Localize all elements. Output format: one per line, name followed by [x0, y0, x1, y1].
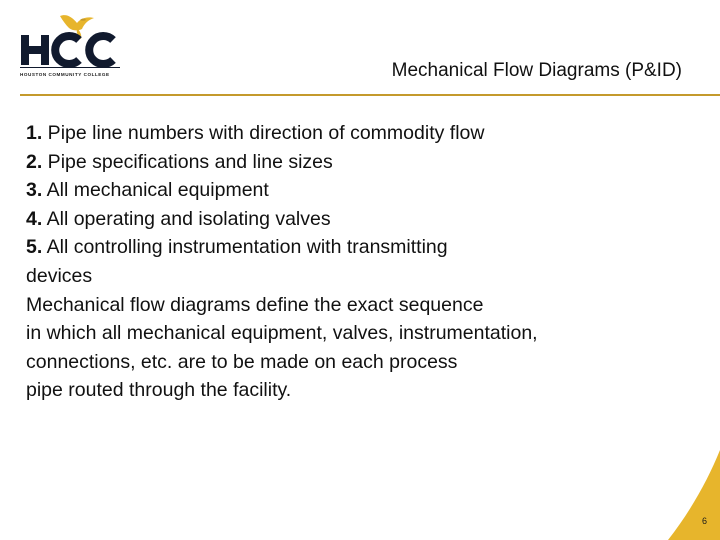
page-number: 6: [701, 516, 707, 526]
corner-accent: [668, 450, 720, 540]
list-item: [26, 233, 686, 262]
hcc-logo: [20, 8, 126, 82]
logo-letter-c-1: [55, 36, 79, 64]
hcc-logo-mark: [20, 8, 126, 72]
logo-letter-h: [21, 35, 49, 65]
list-text: All mechanical equipment: [42, 179, 269, 202]
list-text: All controlling instrumentation with transmitting: [42, 236, 448, 259]
logo-caption: HOUSTON COMMUNITY COLLEGE: [20, 72, 110, 77]
list-item: [26, 176, 686, 205]
paragraph-line: connections, etc. are to be made on each process: [26, 350, 458, 373]
slide-body: [26, 119, 686, 405]
list-item-continuation: devices: [26, 264, 93, 287]
list-number: 2.: [26, 150, 43, 173]
list-item: [26, 205, 686, 234]
list-text: All operating and isolating valves: [42, 207, 331, 230]
paragraph-line: pipe routed through the facility.: [26, 379, 292, 402]
paragraph-line: Mechanical flow diagrams define the exact sequence: [26, 293, 484, 316]
list-item: [26, 148, 686, 177]
list-text: Pipe line numbers with direction of commodity flow: [42, 122, 485, 144]
title-divider: [20, 94, 720, 96]
list-number: 5.: [26, 236, 43, 259]
list-number: 4.: [26, 207, 43, 230]
list-item: [26, 119, 686, 148]
list-number: 3.: [26, 179, 43, 202]
paragraph-line: in which all mechanical equipment, valves, instrumentation,: [26, 322, 538, 345]
list-number: 1.: [26, 122, 43, 144]
slide-title: Mechanical Flow Diagrams (P&ID): [391, 60, 682, 81]
logo-letter-c-2: [89, 36, 113, 64]
list-text: Pipe specifications and line sizes: [42, 150, 333, 173]
